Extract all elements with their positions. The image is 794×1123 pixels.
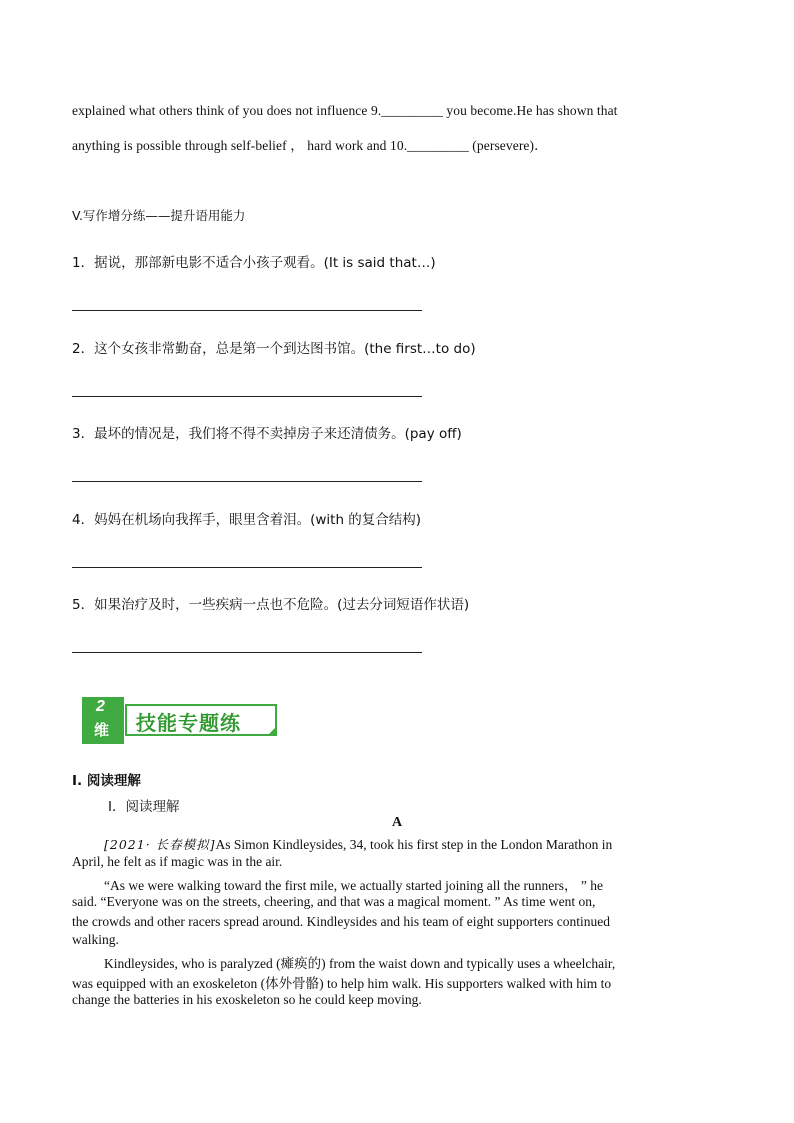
passage-source: [2021· 长春模拟] (104, 837, 216, 852)
passage-label: A (391, 815, 403, 830)
banner-title-box (125, 704, 277, 736)
writing-item-3: 3．最坏的情况是，我们将不得不卖掉房子来还清债务。(pay off) (72, 426, 462, 442)
passage-line-6: walking. (72, 932, 119, 947)
answer-line-4 (72, 567, 422, 568)
writing-item-4: 4．妈妈在机场向我挥手，眼里含着泪。(with 的复合结构) (72, 512, 422, 528)
passage-line-8: was equipped with an exoskeleton (体外骨骼) to help him walk. His supporters walked with him to (72, 976, 612, 991)
passage-line-4: said. “Everyone was on the streets, cheering, and that was a magical moment. ” As time went on, (72, 894, 596, 909)
cloze-line-2: anything is possible through self-belief ， hard work and 10._________ (persevere)． (72, 138, 548, 153)
passage-line-5: the crowds and other racers spread around. Kindleysides and his team of eight supporters continued (72, 914, 610, 929)
answer-line-3 (72, 481, 422, 482)
writing-item-2: 2．这个女孩非常勤奋，总是第一个到达图书馆。(the first…to do) (72, 341, 476, 357)
answer-line-2 (72, 396, 422, 397)
writing-item-1: 1．据说，那部新电影不适合小孩子观看。(It is said that…) (72, 255, 436, 271)
passage-first-line (104, 835, 612, 853)
writing-item-5: 5．如果治疗及时，一些疾病一点也不危险。(过去分词短语作状语) (72, 597, 470, 613)
reading-subsection-header: Ⅰ．阅读理解 (108, 799, 180, 815)
banner-corner-decoration (267, 728, 275, 736)
answer-line-5 (72, 652, 422, 653)
passage-line-9: change the batteries in his exoskeleton so he could keep moving. (72, 992, 422, 1007)
passage-line-7: Kindleysides, who is paralyzed (瘫痪的) from the waist down and typically uses a wheelchair, (104, 956, 616, 971)
cloze-line-1: explained what others think of you does not influence 9._________ you become.He has shown that (72, 103, 618, 118)
passage-line-3: “As we were walking toward the first mile, we actually started joining all the runners， ” he (104, 878, 603, 893)
banner-number-block (82, 697, 124, 744)
passage-line-2: April, he felt as if magic was in the air. (72, 854, 283, 869)
reading-section-header: I. 阅读理解 (72, 773, 141, 789)
passage-line-1: As Simon Kindleysides, 34, took his first step in the London Marathon in (215, 837, 613, 852)
banner-number: 2 (96, 698, 105, 715)
banner-title: 技能专题练 (136, 711, 241, 735)
banner-dimension: 维 (94, 721, 110, 739)
answer-line-1 (72, 310, 422, 311)
writing-section-header: V.写作增分练——提升语用能力 (72, 208, 246, 223)
